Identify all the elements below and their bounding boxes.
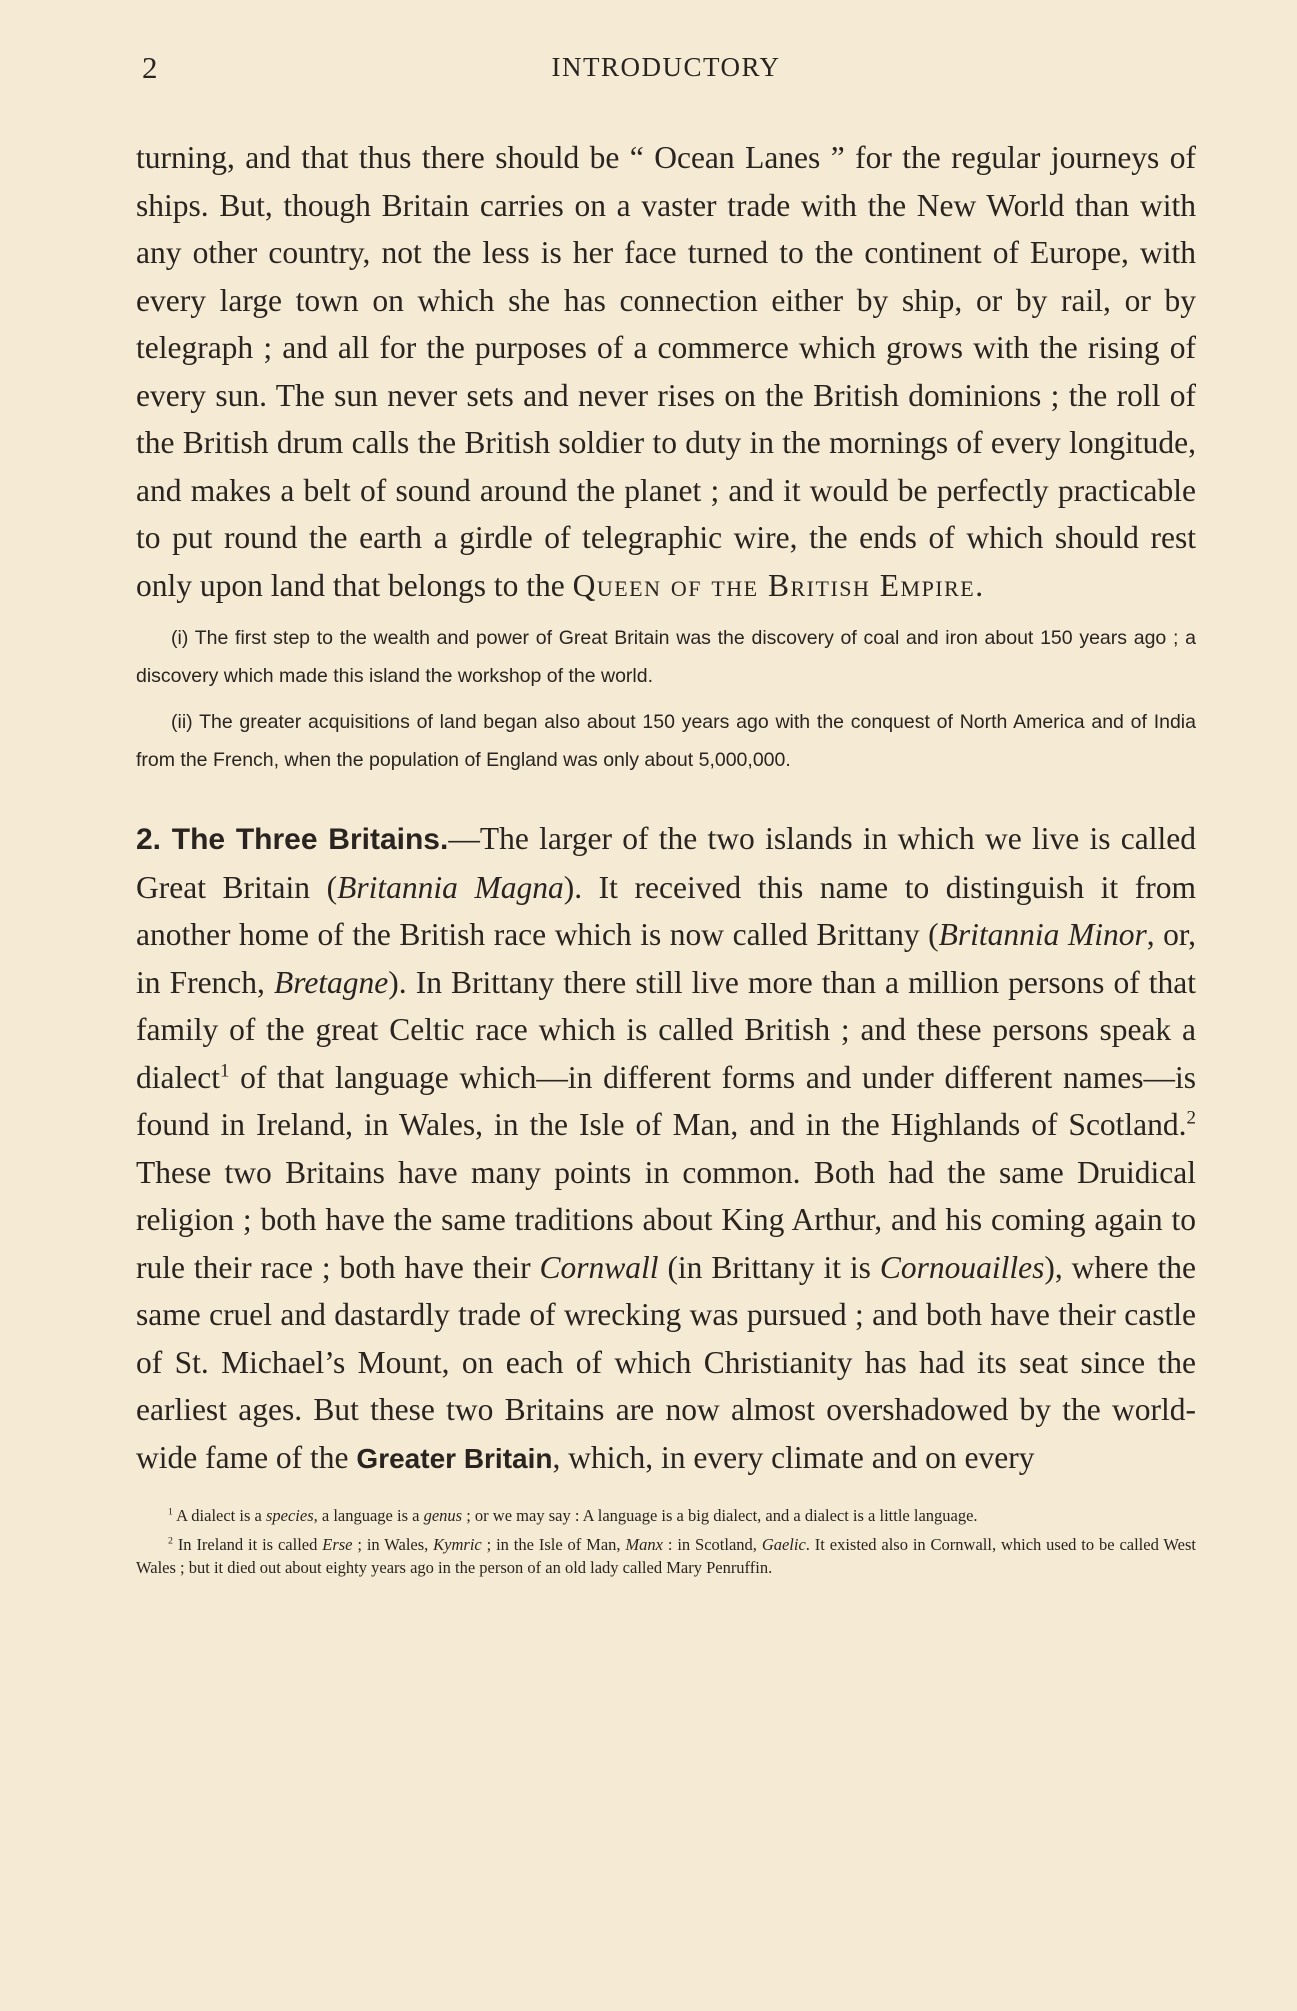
running-title: INTRODUCTORY [551,52,781,82]
italic-term: species [265,1506,314,1525]
footnotes [136,1504,1196,1579]
page-header [136,40,1196,100]
main-text [136,134,1196,609]
text-run: , or, in French, [136,917,1196,1000]
note-i: (i) The first step to the wealth and power of Great Britain was the discovery of coal and iron about 150 years ago ; a discovery which made this island the workshop of the world. [136,627,1196,687]
text-run: —The larger of the two islands in which we live is called Great Britain ( [136,821,1196,905]
footnote-ref-2[interactable]: 2 [1186,1107,1196,1129]
text-run: , a language is a [313,1506,424,1525]
italic-term: Erse [322,1535,353,1554]
footnote-2 [136,1533,1196,1579]
paragraph-1-text: turning, and that thus there should be “ Ocean Lanes ” for the regular journeys of ships. But, though Britain carries on a vaster trade with the New World than with any other country, not the less is her face turned to the continent of Europe, with every large town on which she has connection either by ship, or by rail, or by telegraph ; and all for the purposes of a commerce which grows with the rising of every sun. The sun never sets and never rises on the British dominions ; the roll of the British drum calls the British soldier to duty in the mornings of every longitude, and makes a belt of sound around the planet ; and it would be perfectly practicable to put round the earth a girdle of telegraphic wire, the ends of which should rest only upon land that belongs to the [136,140,1196,603]
italic-term: Cornwall [539,1249,659,1285]
text-run: In Ireland it is called [172,1535,323,1554]
text-run: ; or we may say : A language is a big dialect, and a dialect is a little language. [462,1506,978,1525]
footnote-number: 2 [168,1535,173,1547]
bold-term: Greater Britain [356,1442,553,1474]
page-number: 2 [142,50,158,85]
italic-term: Britannia Minor [938,917,1147,952]
text-run: (in Brittany it is [658,1249,880,1285]
section-heading: 2. The Three Britains. [136,823,449,856]
text-run: of that language which—in different forms and under different names—is found in Ireland, in Wales, in the Isle of Man, and in the Highlands of Scotland. [136,1059,1196,1142]
paragraph-1 [136,134,1196,609]
footnote-number: 1 [168,1506,173,1518]
italic-term: Kymric [433,1535,482,1554]
text-run: These two Britains have many points in common. Both had the same Druidical religion ; both have the same traditions about King Arthur, and his coming again to rule their race ; both have their [136,1154,1196,1285]
text-run: , which, in every climate and on every [552,1439,1035,1475]
italic-term: genus [423,1506,463,1525]
book-page [136,40,1196,1585]
text-run: A dialect is a [172,1506,266,1525]
section-2 [136,815,1196,1482]
note-ii: (ii) The greater acquisitions of land began also about 150 years ago with the conquest of North America and of India from the French, when the population of England was only about 5,000,000. [136,711,1196,771]
footnote-ref-1[interactable]: 1 [219,1060,230,1081]
italic-term: Manx [625,1535,663,1554]
text-run: . It existed also in Cornwall, which used to be called West Wales ; but it died out about eighty years ago in the person of an old lady called Mary Penruffin. [136,1535,1196,1577]
italic-term: Bretagne [273,964,389,1000]
footnote-1 [136,1504,1196,1527]
text-run: ; in Wales, [352,1535,434,1554]
text-run: ). It received this name to distinguish it from another home of the British race which is now called Brittany ( [136,869,1196,952]
italic-term: Britannia Magna [337,869,564,905]
italic-term: Cornouailles [879,1249,1045,1285]
text-run: ). In Brittany there still live more than a million persons of that family of the great Celtic race which is called British ; and these persons speak a dialect [136,964,1196,1095]
text-run: ; in the Isle of Man, [481,1535,626,1554]
queen-small-caps: Queen of the British Empire. [572,567,985,603]
text-run: : in Scotland, [663,1535,762,1554]
section-2-paragraph [136,815,1196,1482]
numbered-notes [136,619,1196,779]
text-run: ), where the same cruel and dastardly trade of wrecking was pursued ; and both have their castle of St. Michael’s Mount, on each of which Christianity has had its seat since the earliest ages. But these two Britains are now almost overshadowed by the world-wide fame of the [136,1249,1196,1475]
italic-term: Gaelic [761,1535,806,1554]
